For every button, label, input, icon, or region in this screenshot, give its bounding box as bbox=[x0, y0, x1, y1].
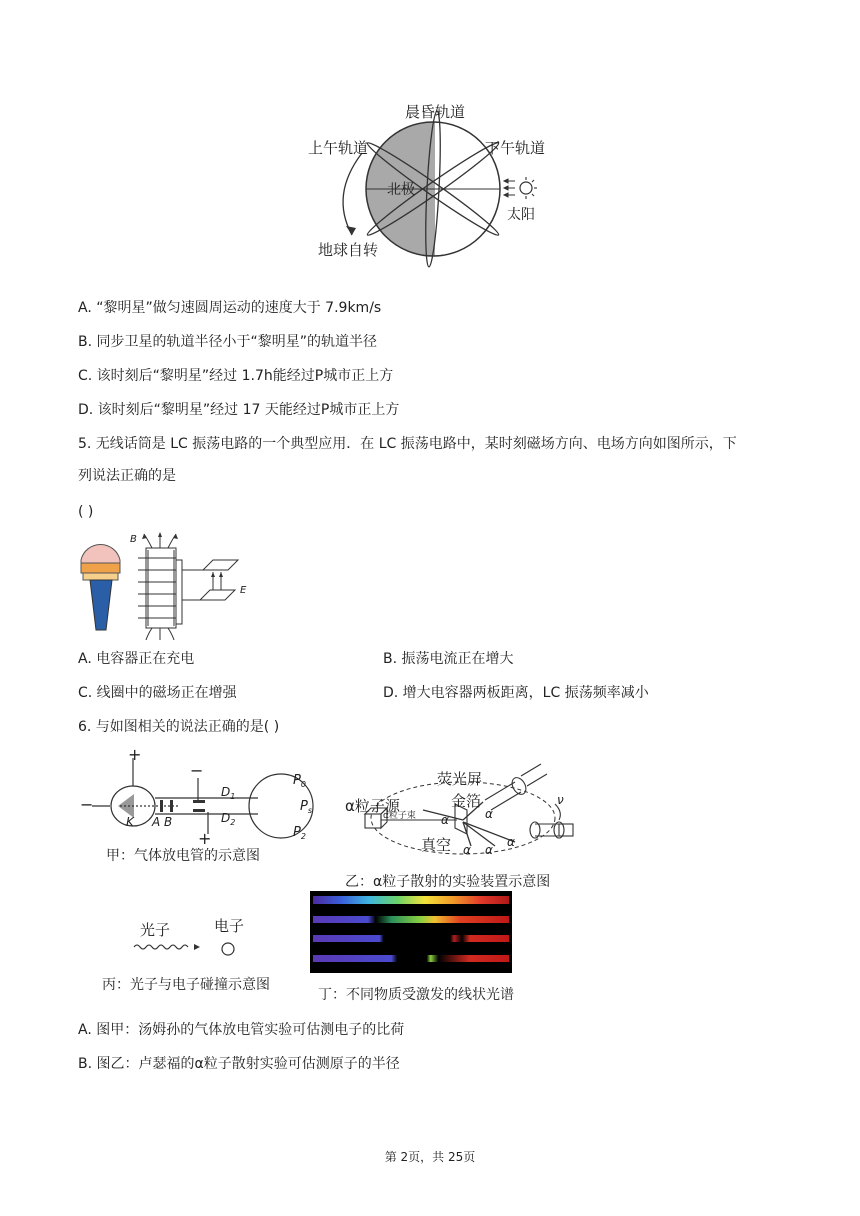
page-footer: 第 2页，共 25页 bbox=[384, 1150, 476, 1164]
p0-label: $P_0$ bbox=[293, 773, 306, 789]
nu-label: ν bbox=[557, 793, 564, 807]
coil bbox=[138, 533, 206, 640]
q5-answer-bracket: ( ) bbox=[78, 504, 94, 520]
q6-stem: 6. 与如图相关的说法正确的是( ) bbox=[78, 719, 280, 735]
alpha-label-5: α bbox=[507, 835, 515, 849]
deflect-minus-sign: − bbox=[190, 761, 204, 780]
rotation-arrow bbox=[343, 153, 362, 235]
lc-microphone-figure bbox=[78, 530, 258, 640]
deflect-plus-sign: + bbox=[198, 829, 212, 848]
microphone-head bbox=[81, 544, 120, 564]
cathode-label: K bbox=[126, 815, 134, 829]
fig-yi-caption: 乙：α粒子散射的实验装置示意图 bbox=[345, 874, 551, 890]
q4-option-a: A. “黎明星”做匀速圆周运动的速度大于 7.9km/s bbox=[78, 300, 382, 316]
q5-stem-line2: 列说法正确的是 bbox=[78, 468, 176, 484]
spectrum-continuous bbox=[313, 896, 509, 904]
q5-option-b: B. 振荡电流正在增大 bbox=[383, 651, 514, 667]
plate-d1-label: $D_1$ bbox=[221, 785, 236, 801]
morning-orbit-label: 上午轨道 bbox=[308, 139, 369, 157]
beam-label: α粒子束 bbox=[383, 811, 416, 821]
q5-option-c: C. 线圈中的磁场正在增强 bbox=[78, 685, 237, 701]
sun-icon bbox=[520, 177, 537, 199]
ps-label: $P_s$ bbox=[300, 799, 313, 815]
alpha-label-2: α bbox=[485, 807, 493, 821]
alpha-label-1: α bbox=[441, 813, 449, 827]
q5-option-a: A. 电容器正在充电 bbox=[78, 651, 195, 667]
alpha-label-3: α bbox=[463, 843, 471, 857]
gas-discharge-tube-figure bbox=[78, 748, 323, 868]
spectrum-line-1 bbox=[313, 916, 509, 923]
microphone-band bbox=[81, 563, 120, 573]
alpha-scattering-figure bbox=[345, 762, 595, 890]
microphone-handle bbox=[90, 580, 112, 630]
dawn-dusk-orbit-label: 晨昏轨道 bbox=[405, 103, 466, 121]
tube-plus-sign: + bbox=[128, 748, 142, 764]
q6-option-b: B. 图乙：卢瑟福的α粒子散射实验可估测原子的半径 bbox=[78, 1056, 400, 1072]
sun-label: 太阳 bbox=[507, 207, 535, 223]
b-field-label: B bbox=[130, 534, 137, 545]
p2-label: $P_2$ bbox=[293, 825, 306, 841]
fig-bing-caption: 丙：光子与电子碰撞示意图 bbox=[102, 977, 270, 993]
q4-option-b: B. 同步卫星的轨道半径小于“黎明星”的轨道半径 bbox=[78, 334, 378, 350]
photon-wave bbox=[134, 945, 188, 949]
photon-electron-figure bbox=[100, 915, 310, 997]
source-label: α粒子源 bbox=[345, 797, 400, 815]
afternoon-orbit-label: 下午轨道 bbox=[485, 139, 546, 157]
anode-labels: A B bbox=[152, 815, 173, 829]
q4-option-d: D. 该时刻后“黎明星”经过 17 天能经过P城市正上方 bbox=[78, 402, 400, 418]
electron-circle bbox=[222, 943, 234, 955]
tube-minus-sign: − bbox=[80, 795, 94, 814]
q5-stem-line1: 5. 无线话筒是 LC 振荡电路的一个典型应用．在 LC 振荡电路中，某时刻磁场方向、电场方向如图所示，下 bbox=[78, 436, 737, 452]
plate-d2-label: $D_2$ bbox=[221, 811, 236, 827]
q4-option-c: C. 该时刻后“黎明星”经过 1.7h能经过P城市正上方 bbox=[78, 368, 394, 384]
orbit-figure bbox=[300, 95, 570, 270]
line-spectra-image bbox=[310, 891, 512, 973]
north-pole-label: 北极 bbox=[387, 182, 415, 198]
alpha-label-4: α bbox=[485, 843, 493, 857]
screen-label: 荧光屏 bbox=[437, 770, 483, 788]
earth-rotation-label: 地球自转 bbox=[318, 241, 379, 259]
q5-option-d: D. 增大电容器两板距离，LC 振荡频率减小 bbox=[383, 685, 649, 701]
spectrum-line-2 bbox=[313, 935, 509, 942]
foil-label: 金箔 bbox=[451, 792, 482, 810]
q6-option-a: A. 图甲：汤姆孙的气体放电管实验可估测电子的比荷 bbox=[78, 1022, 405, 1038]
vacuum-label: 真空 bbox=[421, 836, 452, 854]
e-field-label: E bbox=[240, 585, 247, 596]
electron-label: 电子 bbox=[214, 917, 245, 935]
fig-ding-caption: 丁：不同物质受激发的线状光谱 bbox=[318, 987, 514, 1003]
capacitor bbox=[200, 560, 238, 600]
sunlight-arrows bbox=[504, 179, 515, 197]
spectrum-line-3 bbox=[313, 955, 509, 962]
photon-label: 光子 bbox=[140, 921, 171, 939]
fig-jia-caption: 甲：气体放电管的示意图 bbox=[106, 848, 260, 864]
